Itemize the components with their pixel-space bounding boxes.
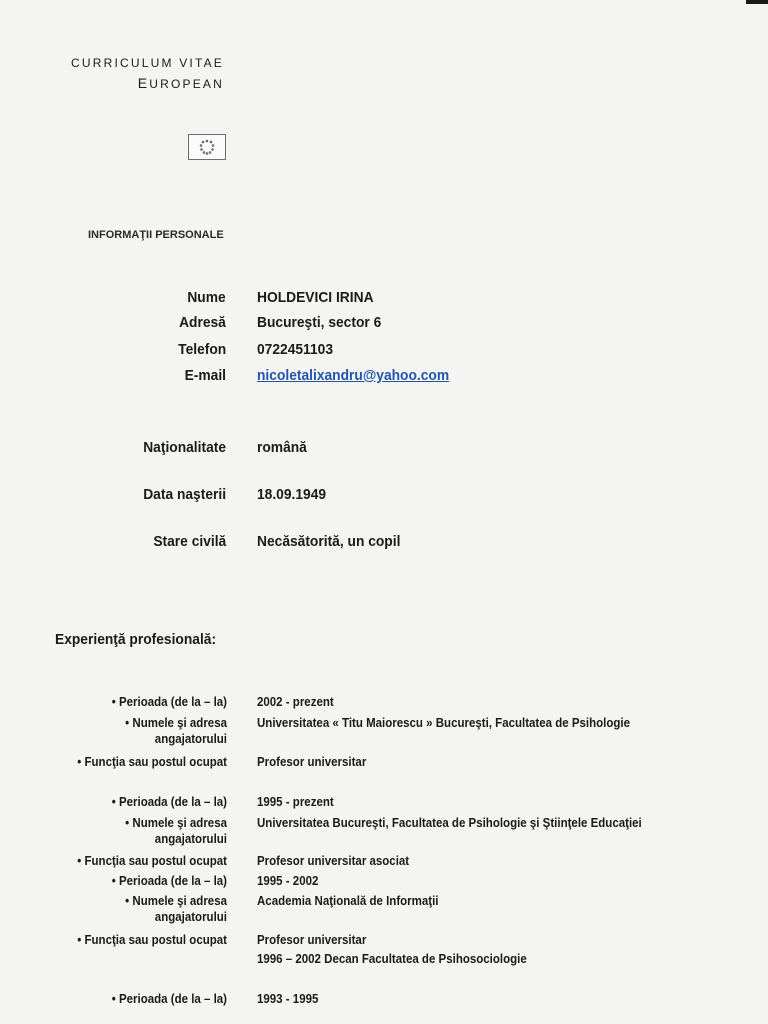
name-label: Nume (187, 289, 226, 306)
period-value: 1995 - prezent (257, 795, 334, 809)
period-value: 2002 - prezent (257, 695, 334, 709)
experience-heading: Experienţă profesională: (55, 631, 217, 648)
scan-edge-mark (746, 0, 768, 4)
email-link[interactable]: nicoletalixandru@yahoo.com (257, 367, 450, 384)
employer-label: • Numele şi adresa angajatorului (125, 894, 227, 924)
period-label: • Perioada (de la – la) (111, 874, 227, 888)
employer-label: • Numele şi adresa angajatorului (125, 816, 227, 846)
birth-date-value: 18.09.1949 (257, 486, 327, 503)
position-label: • Funcţia sau postul ocupat (77, 854, 227, 868)
cv-title-line1: CURRICULUM VITAE (71, 56, 224, 70)
personal-info-heading: INFORMAŢII PERSONALE (88, 229, 224, 241)
position-label: • Funcţia sau postul ocupat (77, 933, 227, 947)
period-value: 1993 - 1995 (257, 992, 319, 1006)
employer-value: Academia Naţională de Informaţii (257, 894, 439, 908)
position-value: Profesor universitar (257, 933, 367, 947)
position-value: Profesor universitar (257, 755, 367, 769)
period-value: 1995 - 2002 (257, 874, 319, 888)
employer-value: Universitatea Bucureşti, Facultatea de Psihologie şi Ştiinţele Educaţiei (257, 816, 642, 830)
phone-label: Telefon (177, 341, 226, 358)
position-value: Profesor universitar asociat (257, 854, 410, 868)
cv-title-line2 (138, 75, 224, 91)
eu-flag-icon (188, 134, 226, 160)
cv-title-initial: E (137, 75, 150, 91)
employer-value: Universitatea « Titu Maiorescu » Bucureşti, Facultatea de Psihologie (257, 716, 631, 730)
nationality-label: Naţionalitate (143, 439, 226, 456)
birth-date-label: Data naşterii (143, 486, 226, 503)
civil-status-label: Stare civilă (153, 533, 226, 550)
phone-value: 0722451103 (257, 341, 334, 358)
email-label: E-mail (184, 367, 226, 384)
position-note: 1996 – 2002 Decan Facultatea de Psihosociologie (257, 952, 527, 966)
period-label: • Perioada (de la – la) (111, 992, 227, 1006)
employer-label: • Numele şi adresa angajatorului (125, 716, 227, 746)
period-label: • Perioada (de la – la) (111, 695, 227, 709)
nationality-value: română (257, 439, 307, 456)
address-label: Adresă (179, 314, 226, 331)
position-label: • Funcţia sau postul ocupat (77, 755, 227, 769)
period-label: • Perioada (de la – la) (111, 795, 227, 809)
address-value: Bucureşti, sector 6 (257, 314, 382, 331)
civil-status-value: Necăsătorită, un copil (257, 533, 401, 550)
cv-title-rest: UROPEAN (149, 77, 224, 91)
name-value: HOLDEVICI IRINA (257, 289, 374, 306)
